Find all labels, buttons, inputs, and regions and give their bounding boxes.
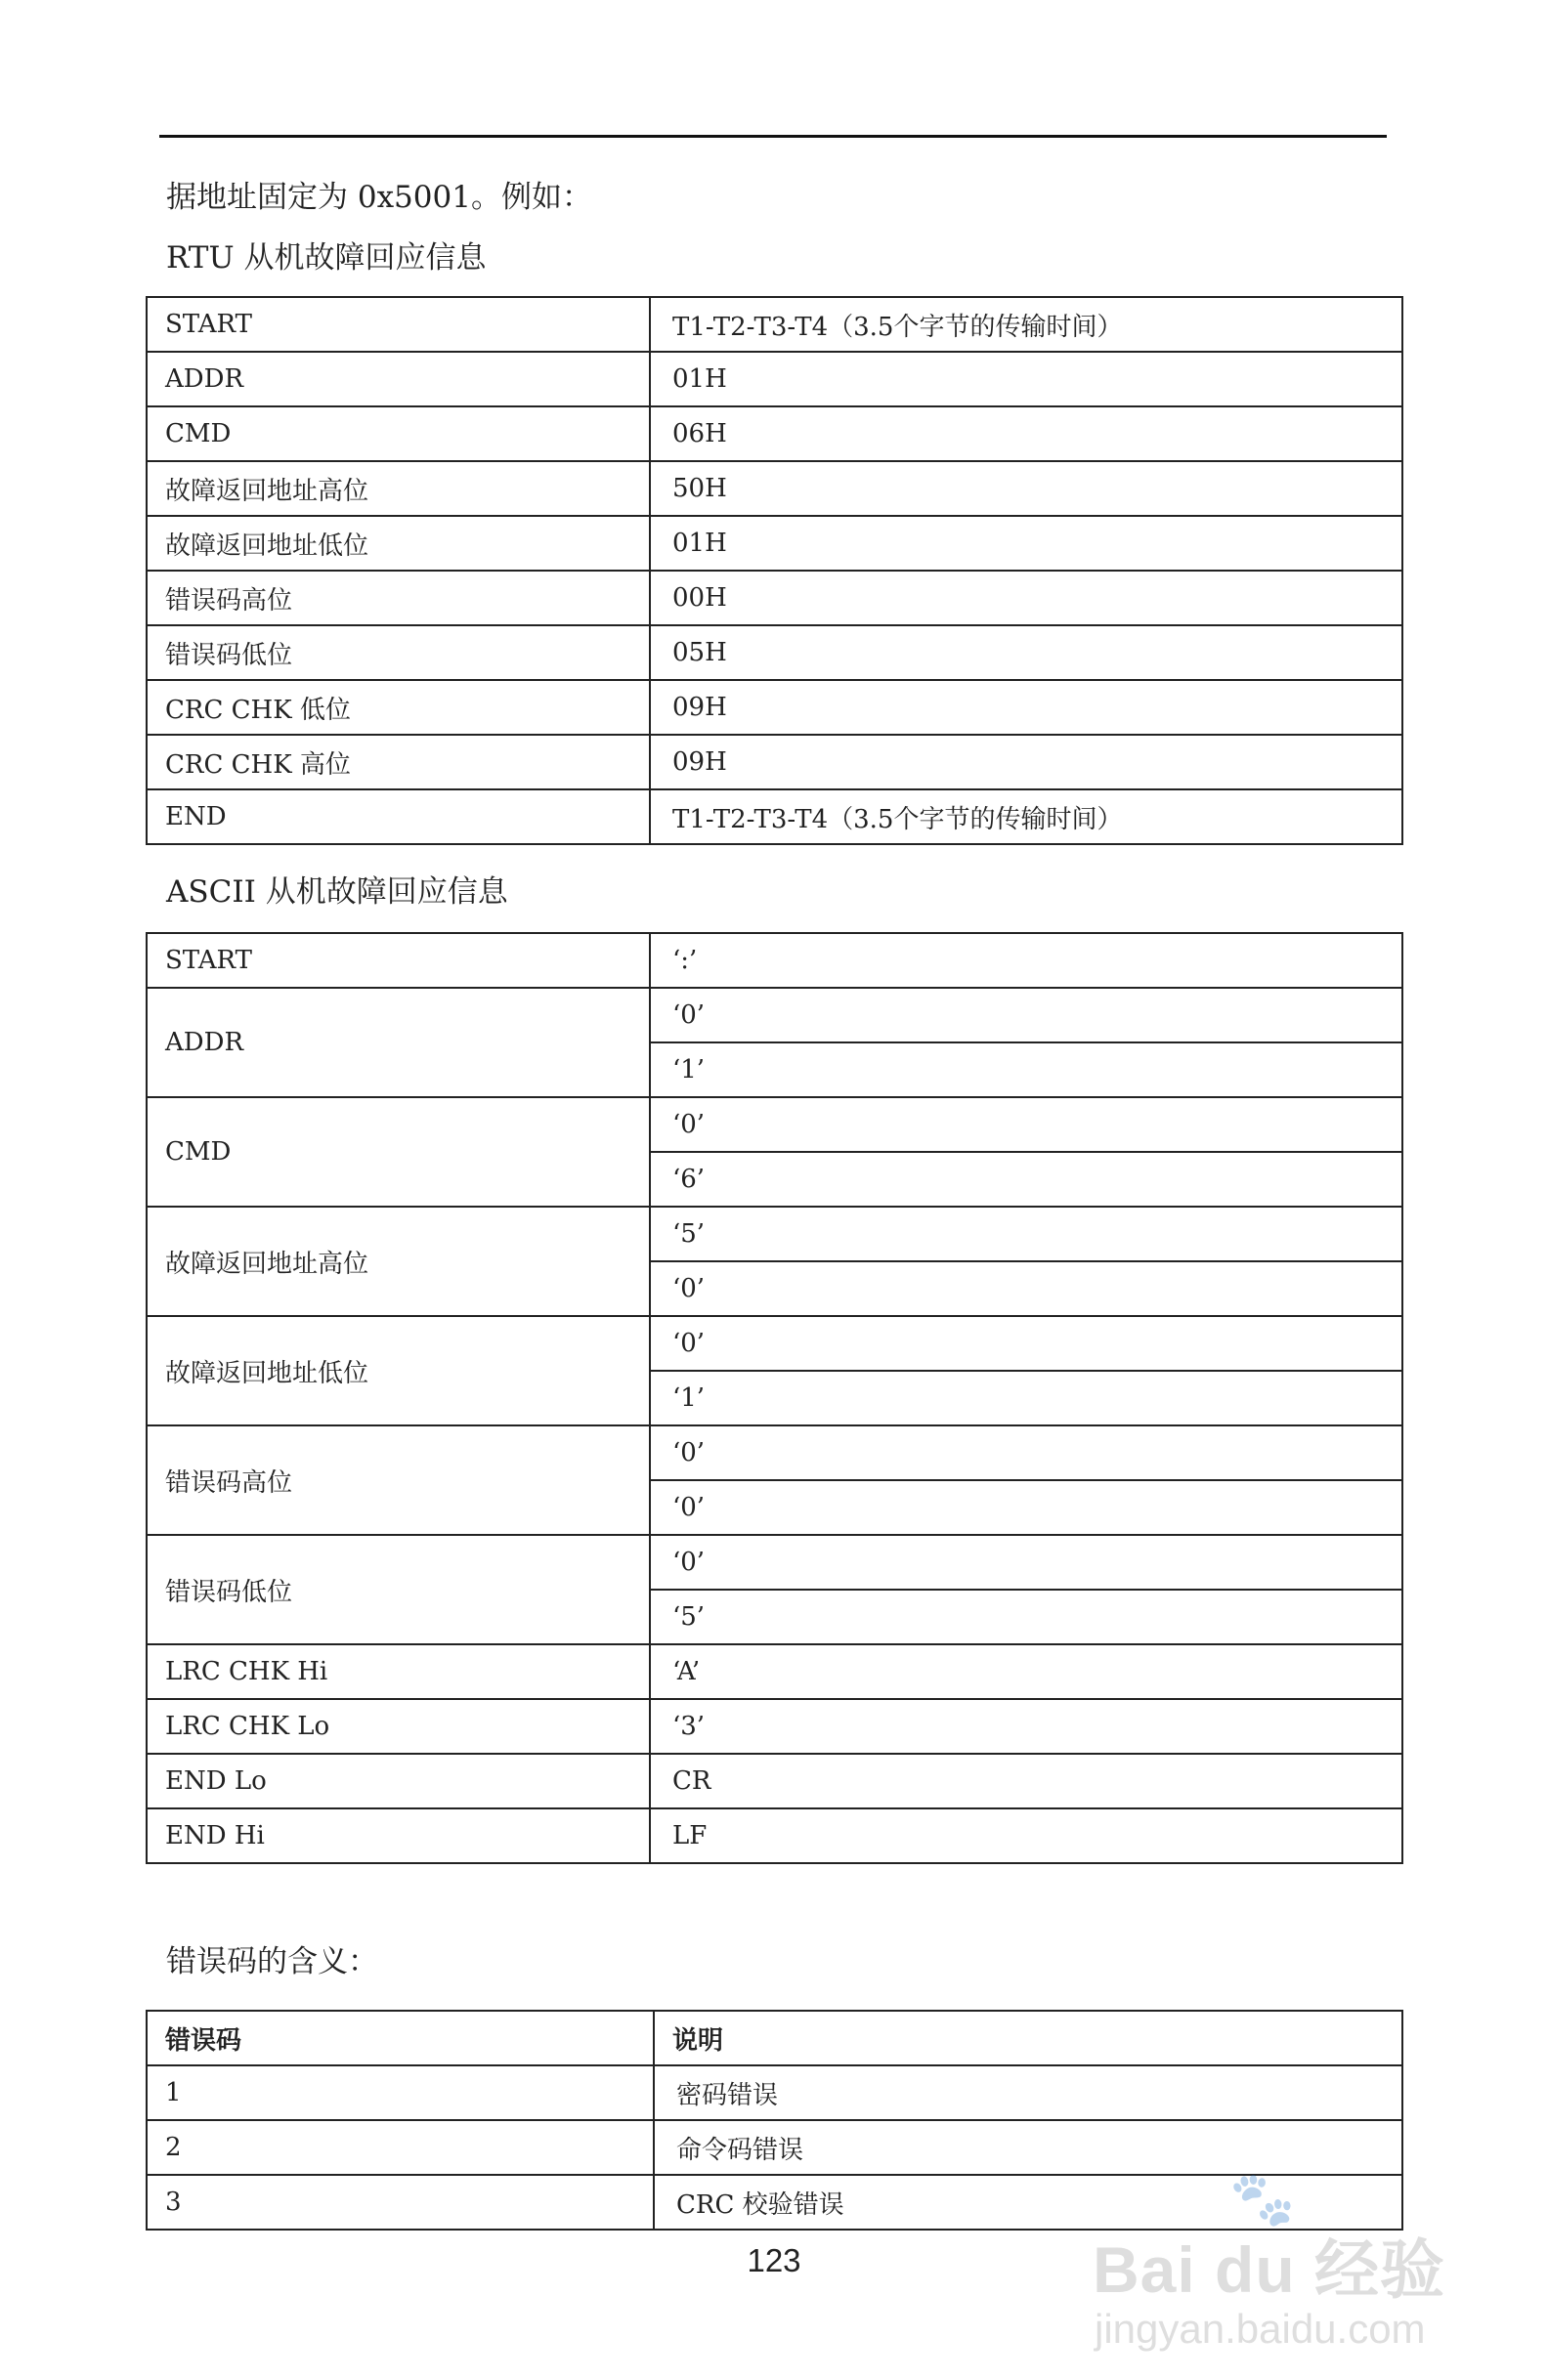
table-row bbox=[147, 297, 1402, 352]
error-code-section-title: 错误码的含义： bbox=[166, 1944, 378, 1979]
field-value-cell: 09H bbox=[650, 735, 1402, 789]
field-value-cell: ‘0’ bbox=[650, 1425, 1402, 1480]
error-description-cell: 密码错误 bbox=[654, 2065, 1402, 2120]
table-row bbox=[147, 1535, 1402, 1590]
field-value-cell: ‘0’ bbox=[650, 1261, 1402, 1316]
table-row bbox=[147, 2065, 1402, 2120]
rtu-section-title: RTU 从机故障回应信息 bbox=[166, 240, 487, 276]
error-description-cell: CRC 校验错误 bbox=[654, 2175, 1402, 2230]
header-rule bbox=[159, 135, 1387, 138]
field-name-cell: END Hi bbox=[147, 1808, 650, 1863]
table-row bbox=[147, 352, 1402, 406]
table-row bbox=[147, 988, 1402, 1042]
table-row bbox=[147, 933, 1402, 988]
field-value-cell: 09H bbox=[650, 680, 1402, 735]
field-name-cell: 错误码高位 bbox=[147, 571, 650, 625]
field-value-cell: 01H bbox=[650, 352, 1402, 406]
ascii-response-table bbox=[146, 932, 1403, 1864]
field-name-cell: LRC CHK Hi bbox=[147, 1644, 650, 1699]
watermark-url: jingyan.baidu.com bbox=[1095, 2306, 1426, 2352]
table-row bbox=[147, 516, 1402, 571]
table-row bbox=[147, 1808, 1402, 1863]
table-row bbox=[147, 1097, 1402, 1152]
field-name-cell: CRC CHK 高位 bbox=[147, 735, 650, 789]
field-value-cell: CR bbox=[650, 1754, 1402, 1808]
field-name-cell: 故障返回地址低位 bbox=[147, 516, 650, 571]
field-value-cell: ‘0’ bbox=[650, 1097, 1402, 1152]
field-value-cell: ‘A’ bbox=[650, 1644, 1402, 1699]
field-name-cell: END Lo bbox=[147, 1754, 650, 1808]
field-name-cell: 错误码低位 bbox=[147, 1535, 650, 1644]
field-name-cell: START bbox=[147, 297, 650, 352]
error-code-cell: 1 bbox=[147, 2065, 654, 2120]
field-value-cell: ‘5’ bbox=[650, 1590, 1402, 1644]
field-name-cell: ADDR bbox=[147, 352, 650, 406]
field-value-cell: 05H bbox=[650, 625, 1402, 680]
field-name-cell: 故障返回地址高位 bbox=[147, 461, 650, 516]
field-name-cell: END bbox=[147, 789, 650, 844]
table-row bbox=[147, 789, 1402, 844]
field-name-cell: LRC CHK Lo bbox=[147, 1699, 650, 1754]
table-row bbox=[147, 1699, 1402, 1754]
field-name-cell: CRC CHK 低位 bbox=[147, 680, 650, 735]
field-value-cell: 01H bbox=[650, 516, 1402, 571]
table-row bbox=[147, 1425, 1402, 1480]
field-name-cell: 错误码低位 bbox=[147, 625, 650, 680]
table-row bbox=[147, 2120, 1402, 2175]
table-row bbox=[147, 461, 1402, 516]
field-value-cell: LF bbox=[650, 1808, 1402, 1863]
table-row bbox=[147, 1207, 1402, 1261]
error-code-header: 错误码 bbox=[147, 2011, 654, 2065]
field-value-cell: 06H bbox=[650, 406, 1402, 461]
rtu-response-table bbox=[146, 296, 1403, 845]
table-row bbox=[147, 1316, 1402, 1371]
field-value-cell: ‘0’ bbox=[650, 1535, 1402, 1590]
error-description-cell: 命令码错误 bbox=[654, 2120, 1402, 2175]
table-row bbox=[147, 406, 1402, 461]
field-value-cell: ‘3’ bbox=[650, 1699, 1402, 1754]
field-value-cell: ‘5’ bbox=[650, 1207, 1402, 1261]
field-value-cell: T1-T2-T3-T4（3.5个字节的传输时间） bbox=[650, 297, 1402, 352]
field-value-cell: ‘0’ bbox=[650, 1480, 1402, 1535]
baidu-watermark bbox=[1093, 2169, 1464, 2364]
field-value-cell: ‘0’ bbox=[650, 1316, 1402, 1371]
paw-icon: 🐾 bbox=[1229, 2170, 1296, 2229]
ascii-section-title: ASCII 从机故障回应信息 bbox=[166, 874, 508, 910]
field-value-cell: ‘1’ bbox=[650, 1371, 1402, 1425]
field-value-cell: T1-T2-T3-T4（3.5个字节的传输时间） bbox=[650, 789, 1402, 844]
error-code-cell: 3 bbox=[147, 2175, 654, 2230]
field-value-cell: 00H bbox=[650, 571, 1402, 625]
field-value-cell: ‘:’ bbox=[650, 933, 1402, 988]
field-name-cell: 故障返回地址低位 bbox=[147, 1316, 650, 1425]
description-header: 说明 bbox=[654, 2011, 1402, 2065]
field-value-cell: ‘0’ bbox=[650, 988, 1402, 1042]
table-row bbox=[147, 625, 1402, 680]
field-value-cell: 50H bbox=[650, 461, 1402, 516]
table-row bbox=[147, 735, 1402, 789]
field-value-cell: ‘6’ bbox=[650, 1152, 1402, 1207]
page-number: 123 bbox=[747, 2242, 801, 2278]
field-name-cell: 错误码高位 bbox=[147, 1425, 650, 1535]
table-row bbox=[147, 571, 1402, 625]
watermark-brand: Bai du 经验 bbox=[1093, 2233, 1446, 2306]
field-name-cell: CMD bbox=[147, 406, 650, 461]
field-name-cell: 故障返回地址高位 bbox=[147, 1207, 650, 1316]
table-header-row bbox=[147, 2011, 1402, 2065]
table-row bbox=[147, 1644, 1402, 1699]
error-code-cell: 2 bbox=[147, 2120, 654, 2175]
field-name-cell: ADDR bbox=[147, 988, 650, 1097]
table-row bbox=[147, 680, 1402, 735]
intro-line: 据地址固定为 0x5001。例如： bbox=[166, 180, 592, 215]
field-value-cell: ‘1’ bbox=[650, 1042, 1402, 1097]
field-name-cell: CMD bbox=[147, 1097, 650, 1207]
table-row bbox=[147, 1754, 1402, 1808]
field-name-cell: START bbox=[147, 933, 650, 988]
